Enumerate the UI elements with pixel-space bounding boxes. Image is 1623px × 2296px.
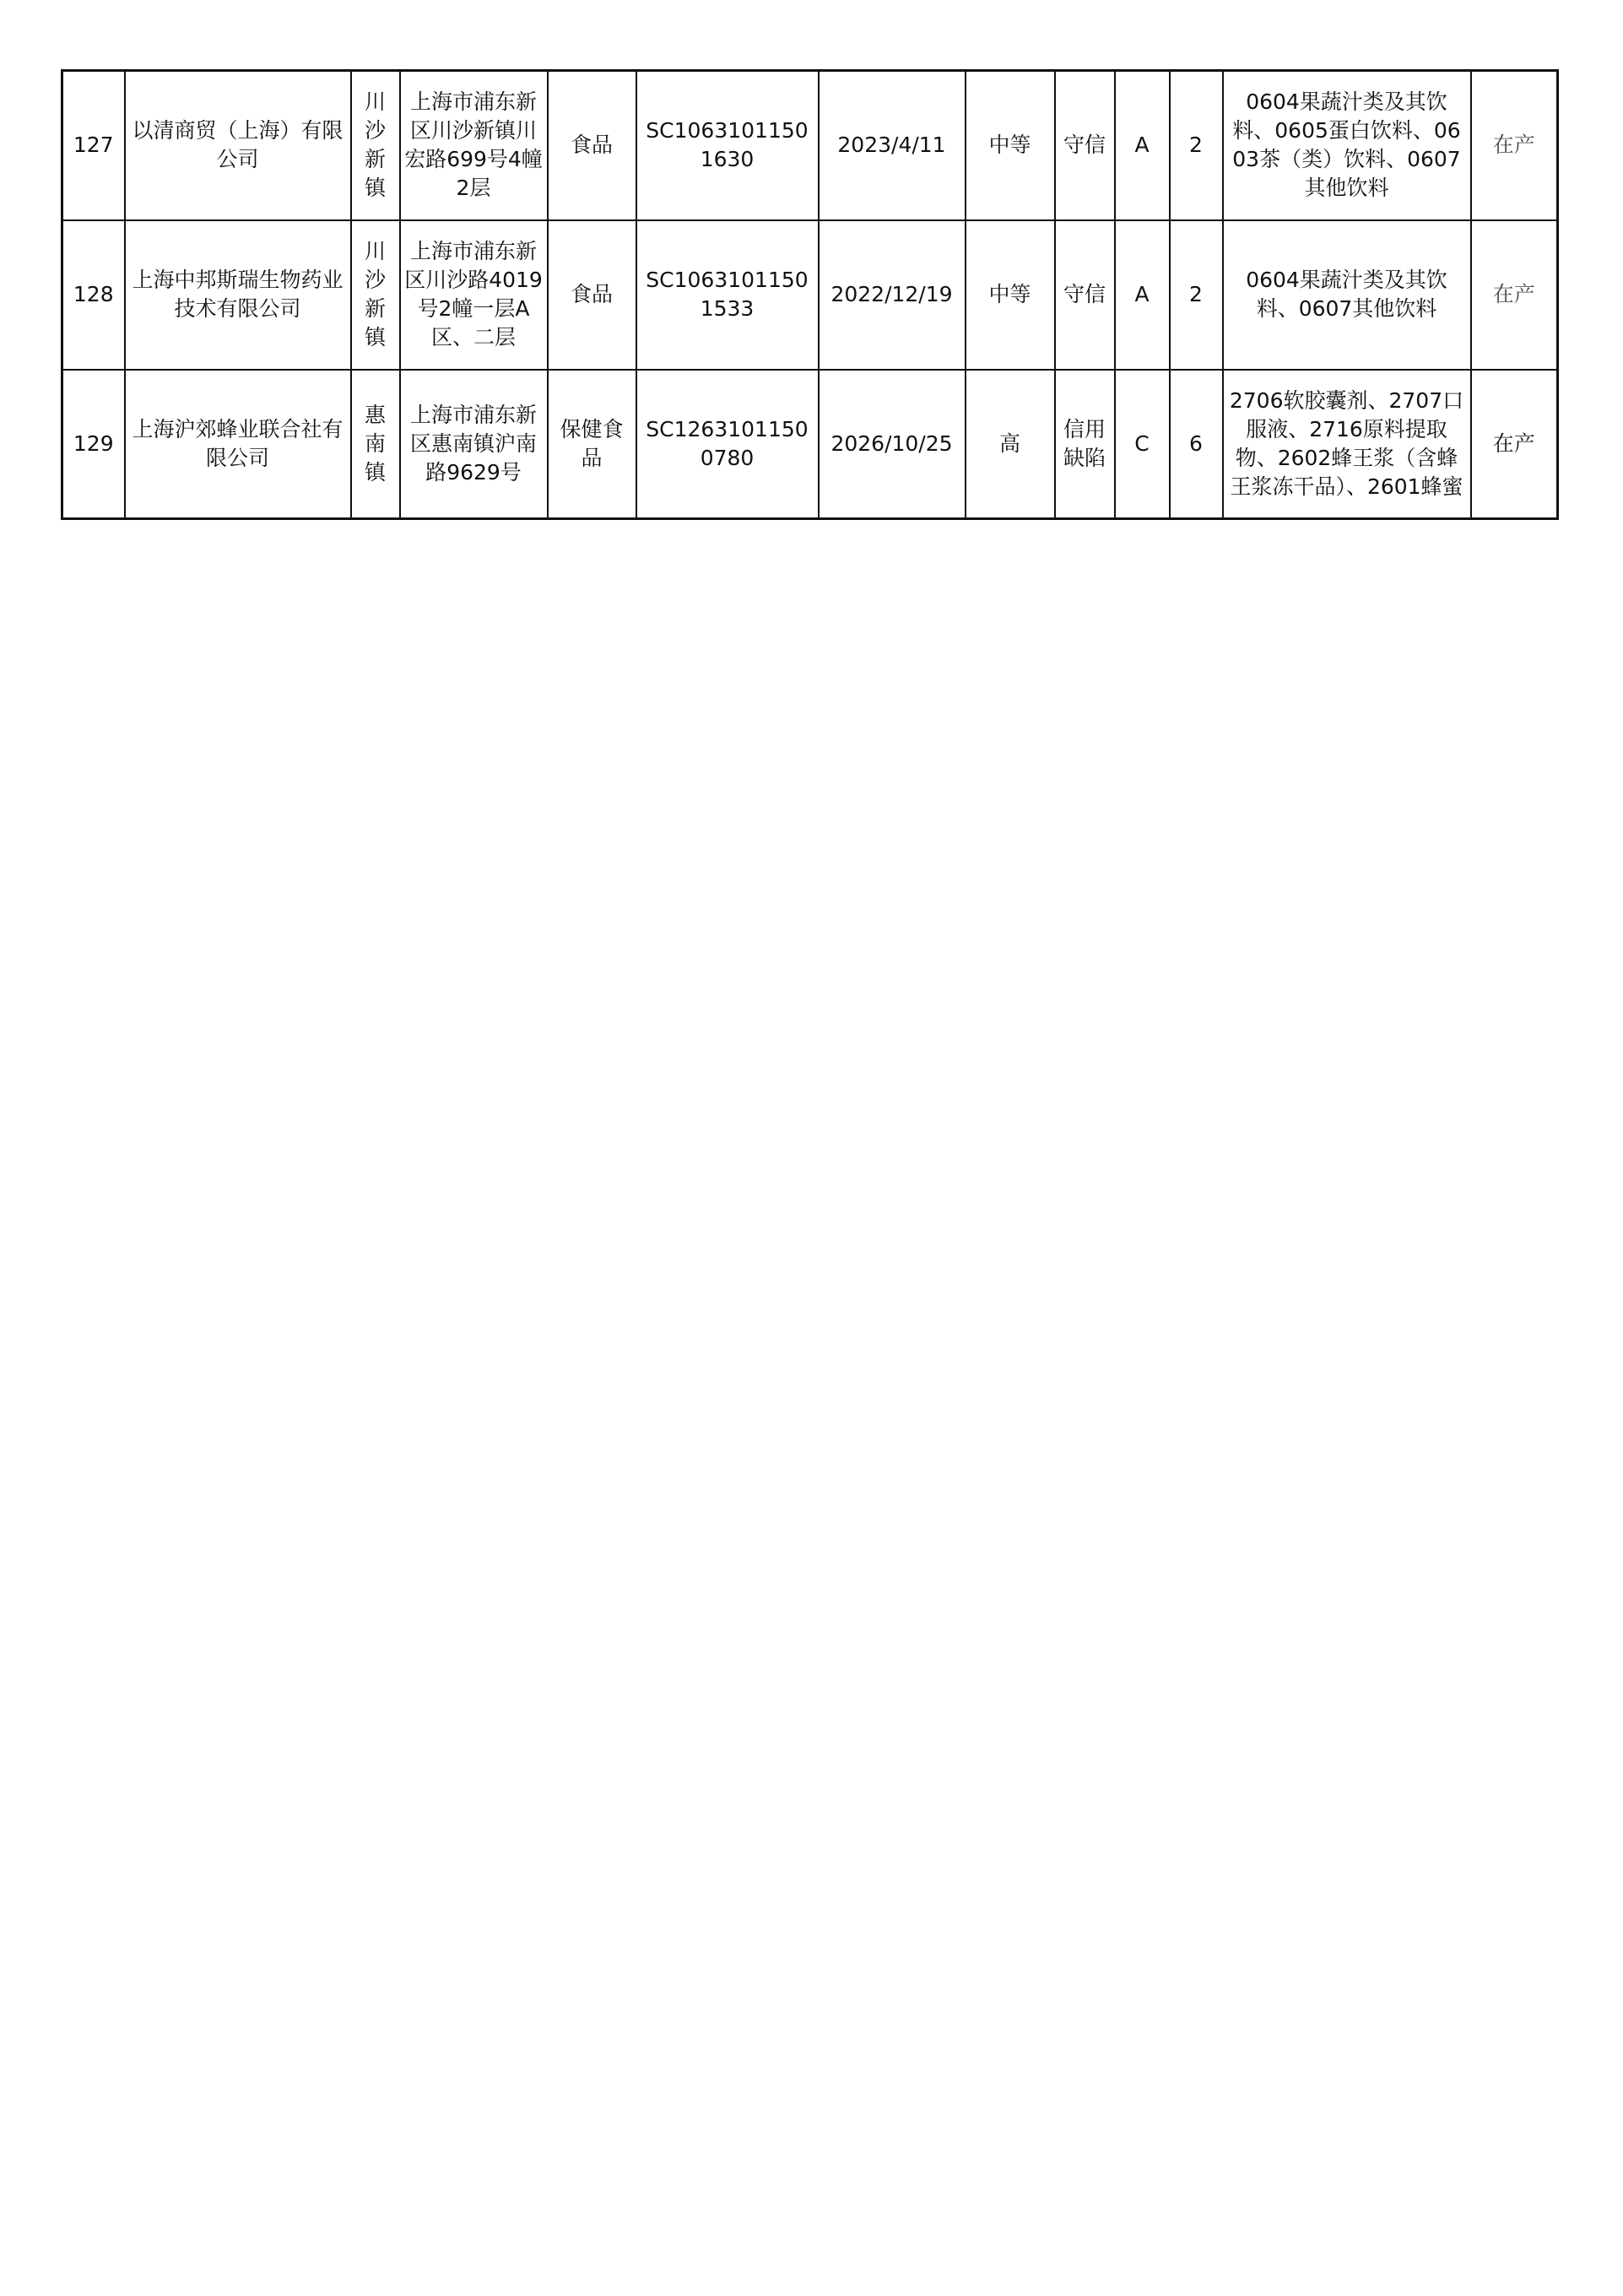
count-cell: 6	[1170, 370, 1223, 519]
credit-status-cell: 守信	[1055, 71, 1115, 220]
row-number-cell: 127	[62, 71, 125, 220]
grade-cell: A	[1115, 220, 1170, 370]
town-cell: 川沙新镇	[351, 220, 400, 370]
production-status-cell: 在产	[1471, 220, 1558, 370]
date-cell: 2022/12/19	[819, 220, 966, 370]
production-status-cell: 在产	[1471, 71, 1558, 220]
product-categories-cell: 0604果蔬汁类及其饮料、0605蛋白饮料、0603茶（类）饮料、0607其他饮料	[1223, 71, 1471, 220]
row-number-cell: 128	[62, 220, 125, 370]
table-row	[62, 370, 1558, 519]
date-cell: 2026/10/25	[819, 370, 966, 519]
product-categories-cell: 2706软胶囊剂、2707口服液、2716原料提取物、2602蜂王浆（含蜂王浆冻干品）、2601蜂蜜	[1223, 370, 1471, 519]
town-cell: 惠南镇	[351, 370, 400, 519]
credit-status-cell: 信用缺陷	[1055, 370, 1115, 519]
table-row	[62, 220, 1558, 370]
count-cell: 2	[1170, 220, 1223, 370]
risk-level-cell: 中等	[966, 220, 1055, 370]
town-cell: 川沙新镇	[351, 71, 400, 220]
enterprise-table	[61, 69, 1559, 520]
product-categories-cell: 0604果蔬汁类及其饮料、0607其他饮料	[1223, 220, 1471, 370]
date-cell: 2023/4/11	[819, 71, 966, 220]
license-number-cell: SC10631011501630	[636, 71, 819, 220]
category-cell: 保健食品	[548, 370, 636, 519]
license-number-cell: SC10631011501533	[636, 220, 819, 370]
license-number-cell: SC12631011500780	[636, 370, 819, 519]
grade-cell: C	[1115, 370, 1170, 519]
risk-level-cell: 中等	[966, 71, 1055, 220]
grade-cell: A	[1115, 71, 1170, 220]
production-status-cell: 在产	[1471, 370, 1558, 519]
company-name-cell: 上海沪郊蜂业联合社有限公司	[125, 370, 351, 519]
company-name-cell: 上海中邦斯瑞生物药业技术有限公司	[125, 220, 351, 370]
address-cell: 上海市浦东新区川沙路4019号2幢一层A区、二层	[400, 220, 548, 370]
table-row	[62, 71, 1558, 220]
address-cell: 上海市浦东新区惠南镇沪南路9629号	[400, 370, 548, 519]
category-cell: 食品	[548, 220, 636, 370]
count-cell: 2	[1170, 71, 1223, 220]
risk-level-cell: 高	[966, 370, 1055, 519]
category-cell: 食品	[548, 71, 636, 220]
credit-status-cell: 守信	[1055, 220, 1115, 370]
company-name-cell: 以清商贸（上海）有限公司	[125, 71, 351, 220]
address-cell: 上海市浦东新区川沙新镇川宏路699号4幢2层	[400, 71, 548, 220]
row-number-cell: 129	[62, 370, 125, 519]
